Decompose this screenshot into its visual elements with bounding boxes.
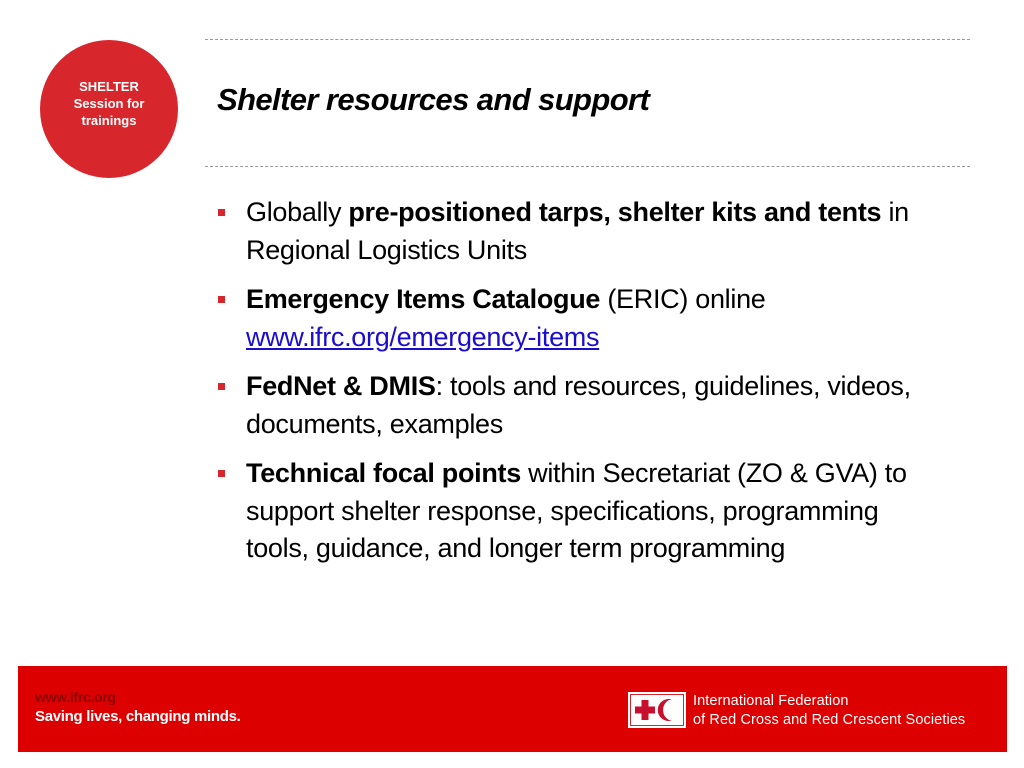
emergency-items-link[interactable]: www.ifrc.org/emergency-items: [246, 321, 600, 352]
org-name-line-1: International Federation: [693, 693, 849, 709]
title-divider-top: [205, 39, 970, 40]
bullet-item-fednet-dmis: [216, 368, 936, 443]
bullet-text: Globally: [246, 197, 349, 227]
footer-website-url: www.ifrc.org: [35, 689, 116, 705]
bullet-list: [216, 194, 936, 580]
shelter-session-badge: [40, 40, 178, 178]
square-bullet-icon: [218, 383, 225, 390]
org-name-line-2: of Red Cross and Red Crescent Societies: [693, 712, 966, 728]
bullet-bold-text: Technical focal points: [246, 458, 521, 488]
square-bullet-icon: [218, 209, 225, 216]
footer-tagline: Saving lives, changing minds.: [35, 708, 241, 725]
badge-line-2: Session for: [73, 95, 145, 111]
badge-line-1: SHELTER: [79, 78, 139, 94]
organisation-name: [693, 692, 965, 730]
ifrc-logo: [628, 692, 686, 728]
bullet-bold-text: FedNet & DMIS: [246, 371, 436, 401]
slide-title: Shelter resources and support: [217, 82, 650, 117]
bullet-text: in Regional Logistics Units: [246, 197, 909, 265]
title-divider-bottom: [205, 166, 970, 167]
bullet-bold-text: pre-positioned tarps, shelter kits and tents: [348, 197, 882, 227]
bullet-text: : tools and resources, guidelines, videos, documents, examples: [246, 371, 911, 439]
bullet-bold-text: Emergency Items Catalogue: [246, 284, 601, 314]
bullet-item-prepositioned-stock: [216, 194, 936, 269]
red-cross-red-crescent-icon: [630, 694, 684, 726]
bullet-text: (ERIC) online: [600, 284, 766, 314]
footer-banner: [18, 666, 1007, 752]
bullet-item-emergency-catalogue: [216, 281, 936, 356]
bullet-item-technical-focal-points: [216, 455, 936, 568]
square-bullet-icon: [218, 470, 225, 477]
badge-line-3: trainings: [81, 112, 137, 128]
square-bullet-icon: [218, 296, 225, 303]
bullet-text: within Secretariat (ZO & GVA) to support shelter response, specifications, programming tools, guidance, and longer term programming: [246, 458, 907, 563]
